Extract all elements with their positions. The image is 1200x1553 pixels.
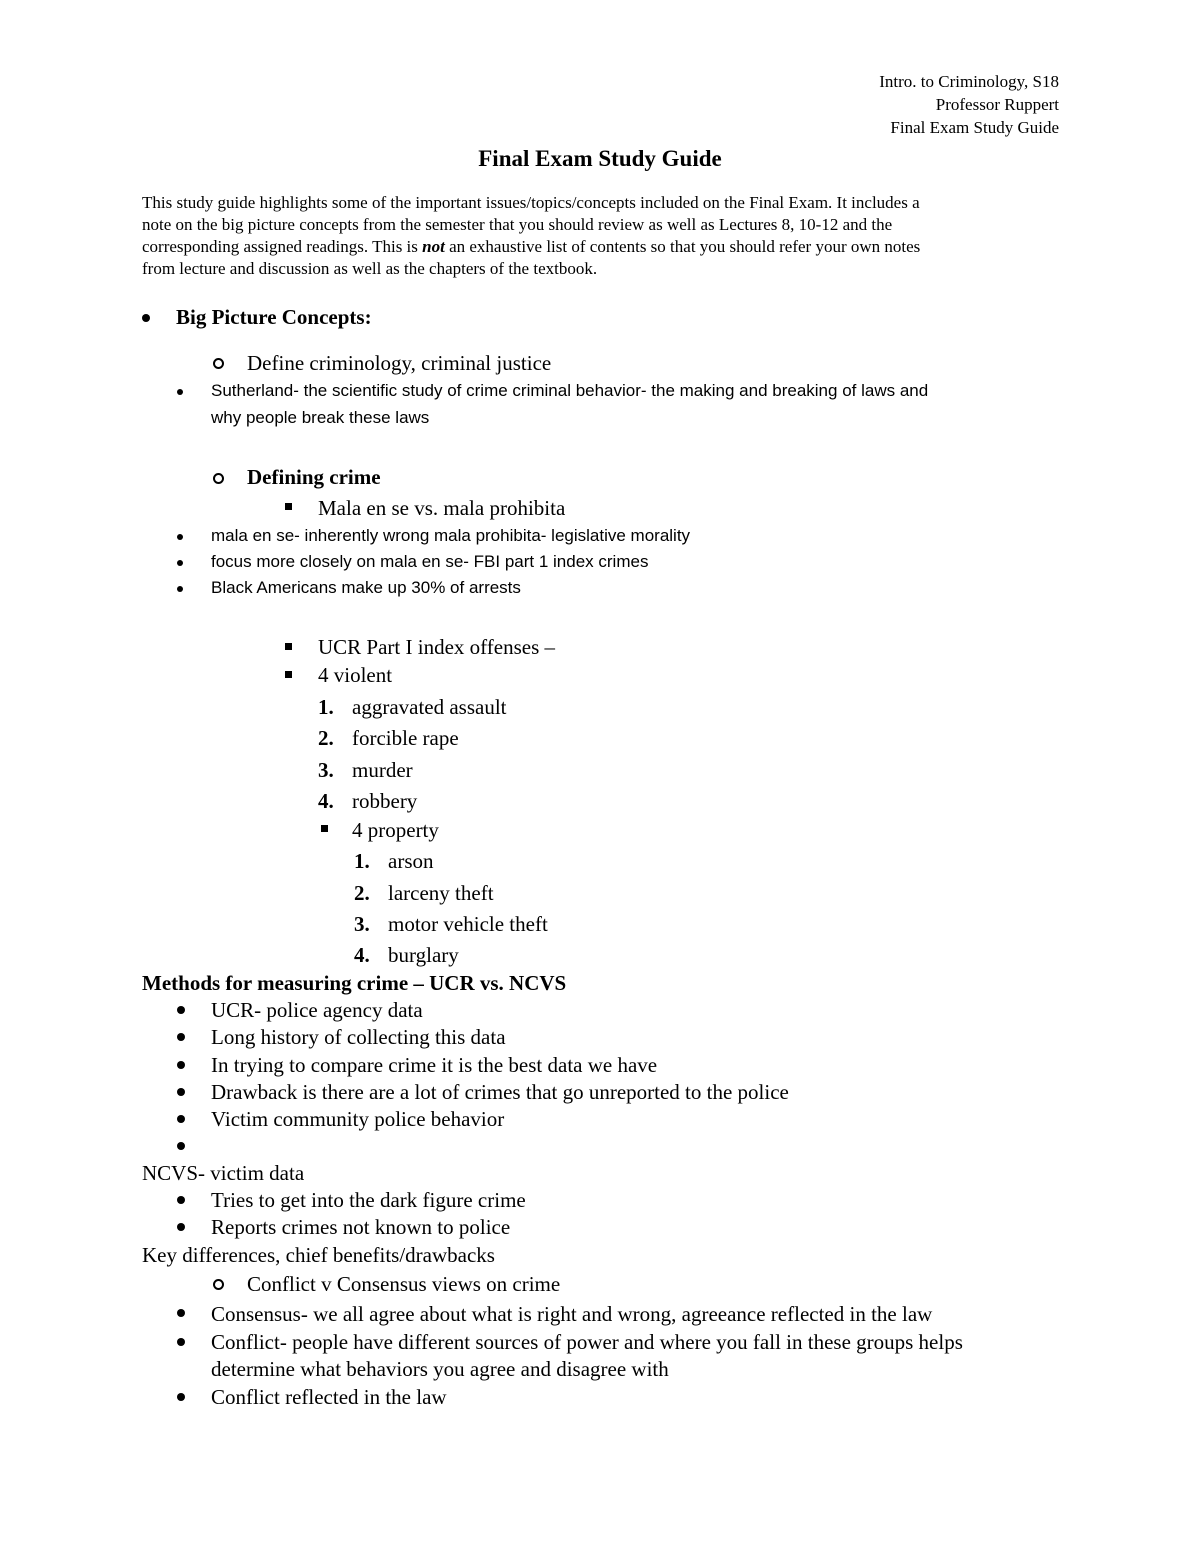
bullet-disc-icon — [177, 1006, 185, 1014]
conflict-consensus-heading: Conflict v Consensus views on crime — [247, 1272, 561, 1296]
bullet-disc-icon — [177, 1061, 185, 1069]
note-item-2: focus more closely on mala en se- FBI part 1 index crimes — [211, 552, 649, 571]
list-item: larceny theft — [388, 881, 494, 905]
list-number: 2. — [318, 726, 334, 750]
conflict-law-item: Conflict reflected in the law — [211, 1385, 447, 1409]
bullet-disc-icon — [177, 534, 183, 540]
list-number: 2. — [354, 881, 370, 905]
list-number: 4. — [318, 789, 334, 813]
bullet-ring-icon — [213, 473, 224, 484]
header-professor: Professor Ruppert — [935, 95, 1059, 114]
ncvs-heading: NCVS- victim data — [142, 1161, 305, 1185]
list-number: 3. — [318, 758, 334, 782]
list-item: Reports crimes not known to police — [211, 1215, 511, 1239]
note-item-3: Black Americans make up 30% of arrests — [211, 578, 521, 597]
define-item: Define criminology, criminal justice — [247, 351, 552, 375]
header-course: Intro. to Criminology, S18 — [879, 72, 1059, 91]
bullet-disc-icon — [177, 389, 183, 395]
list-item: Drawback is there are a lot of crimes that go unreported to the police — [211, 1080, 789, 1104]
list-item: robbery — [352, 789, 418, 813]
conflict-line-2: determine what behaviors you agree and disagree with — [211, 1357, 669, 1381]
defining-crime-heading: Defining crime — [247, 465, 381, 489]
methods-heading: Methods for measuring crime – UCR vs. NCVS — [142, 971, 567, 995]
list-number: 3. — [354, 912, 370, 936]
bullet-disc-icon — [177, 586, 183, 592]
list-item: burglary — [388, 943, 459, 967]
bullet-disc-icon — [177, 1088, 185, 1096]
list-item: forcible rape — [352, 726, 459, 750]
violent-heading: 4 violent — [318, 663, 393, 687]
intro-line-1: This study guide highlights some of the important issues/topics/concepts included on the Final Exam. It includes a — [142, 193, 920, 212]
bullet-disc-icon — [177, 560, 183, 566]
intro-line-3: corresponding assigned readings. This is not an exhaustive list of contents so that you should refer your own notes — [142, 237, 921, 256]
list-item: motor vehicle theft — [388, 912, 548, 936]
list-item: UCR- police agency data — [211, 998, 423, 1022]
intro-line-4: from lecture and discussion as well as the chapters of the textbook. — [142, 259, 598, 278]
bullet-disc-icon — [177, 1033, 185, 1041]
header-doc: Final Exam Study Guide — [890, 118, 1059, 137]
bullet-disc-icon — [177, 1223, 185, 1231]
consensus-item: Consensus- we all agree about what is right and wrong, agreeance reflected in the law — [211, 1302, 933, 1326]
list-item: aggravated assault — [352, 695, 507, 719]
mala-item: Mala en se vs. mala prohibita — [318, 496, 566, 520]
page-title: Final Exam Study Guide — [478, 146, 722, 171]
list-number: 4. — [354, 943, 370, 967]
list-item: arson — [388, 849, 434, 873]
bullet-disc-icon — [177, 1196, 185, 1204]
note-item-1: mala en se- inherently wrong mala prohibita- legislative morality — [211, 526, 691, 545]
conflict-line-1: Conflict- people have different sources of power and where you fall in these groups helps — [211, 1330, 963, 1354]
bullet-disc-icon — [177, 1115, 185, 1123]
list-item: Tries to get into the dark figure crime — [211, 1188, 526, 1212]
bullet-disc-icon — [177, 1393, 185, 1401]
bullet-ring-icon — [213, 358, 224, 369]
ucr-heading: UCR Part I index offenses – — [318, 635, 555, 659]
list-number: 1. — [318, 695, 334, 719]
intro-line-2: note on the big picture concepts from the semester that you should review as well as Lectures 8, 10-12 and the — [142, 215, 893, 234]
list-number: 1. — [354, 849, 370, 873]
list-item: murder — [352, 758, 413, 782]
list-item: Long history of collecting this data — [211, 1025, 506, 1049]
bullet-disc-icon — [177, 1338, 185, 1346]
list-item: In trying to compare crime it is the best data we have — [211, 1053, 658, 1077]
property-heading: 4 property — [352, 818, 439, 842]
sutherland-line-1: Sutherland- the scientific study of crime criminal behavior- the making and breaking of laws and — [211, 381, 929, 400]
sutherland-line-2: why people break these laws — [211, 408, 430, 427]
bullet-disc-icon — [177, 1142, 185, 1150]
bullet-disc-icon — [177, 1309, 185, 1317]
list-item: Victim community police behavior — [211, 1107, 505, 1131]
intro-emphasis: not — [422, 237, 445, 256]
bullet-square-icon — [321, 825, 328, 832]
bullet-square-icon — [285, 643, 292, 650]
bullet-ring-icon — [213, 1279, 224, 1290]
bullet-square-icon — [285, 671, 292, 678]
bullet-disc-icon — [142, 314, 150, 322]
bullet-square-icon — [285, 503, 292, 510]
key-differences: Key differences, chief benefits/drawbacks — [142, 1243, 495, 1267]
big-picture-heading: Big Picture Concepts: — [176, 305, 372, 329]
